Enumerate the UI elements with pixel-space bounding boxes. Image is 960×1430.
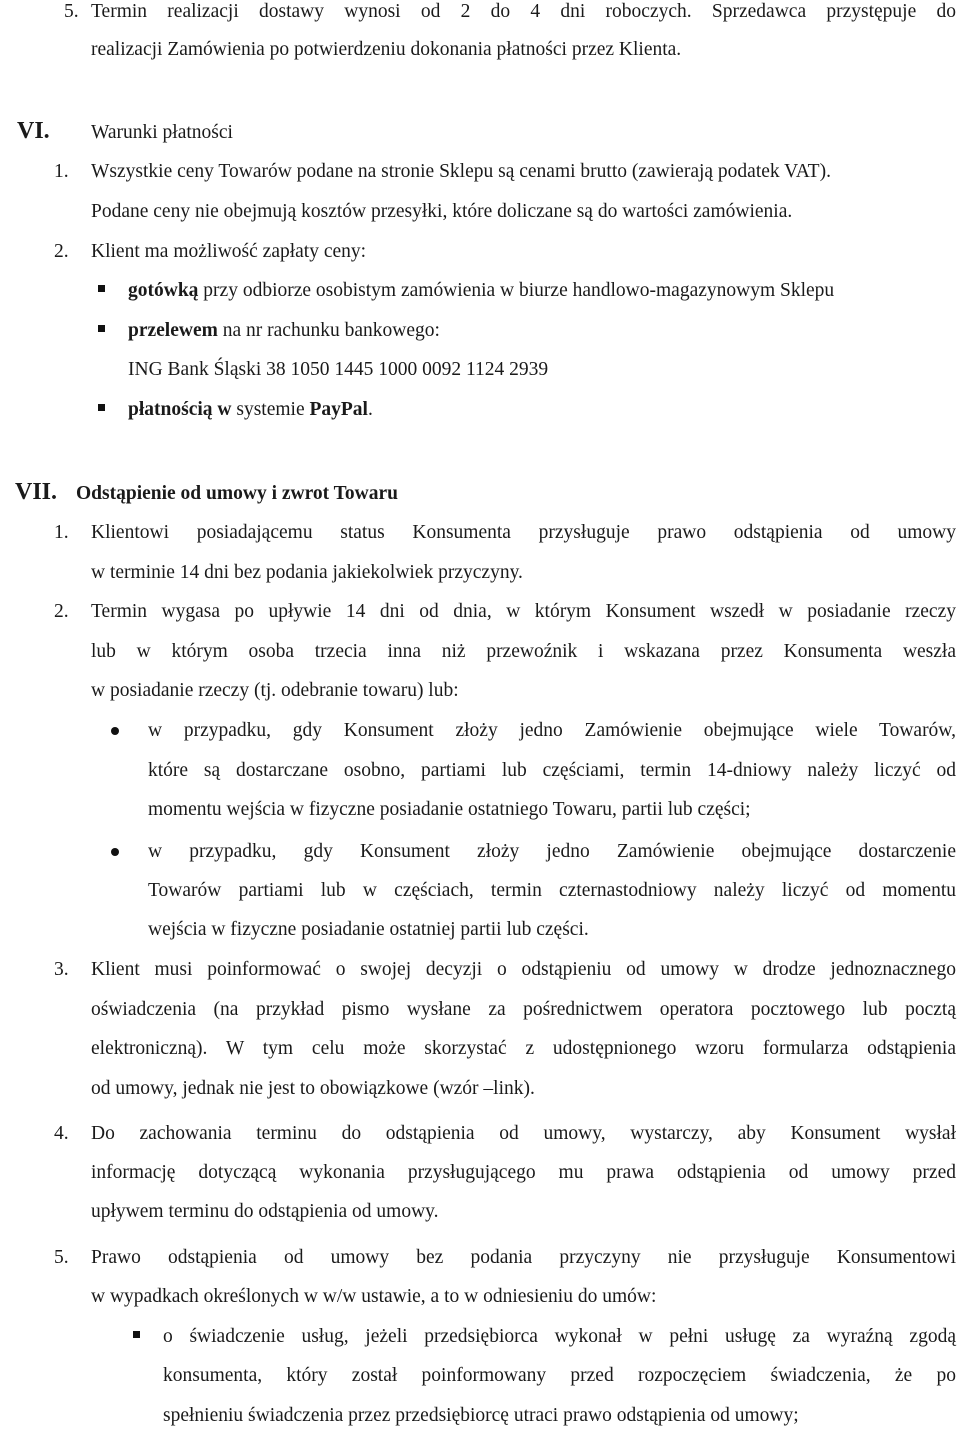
- paragraph-line: oświadczenia (na przykład pismo wysłane za pośrednictwem operatora pocztowego lub pocztą: [91, 999, 956, 1020]
- square-bullet-icon: [133, 1331, 140, 1338]
- list-number: 3.: [54, 959, 69, 980]
- bank-account: ING Bank Śląski 38 1050 1445 1000 0092 1124 2939: [128, 359, 549, 380]
- section-number: VI.: [17, 118, 50, 144]
- paragraph-line: Do zachowania terminu do odstąpienia od umowy, wystarczy, aby Konsument wysłał: [91, 1123, 956, 1144]
- square-bullet-icon: [98, 285, 105, 292]
- paragraph-line: wejścia w fizyczne posiadanie ostatniej partii lub części.: [148, 919, 589, 940]
- paragraph-line: w terminie 14 dni bez podania jakiekolwiek przyczyny.: [91, 562, 523, 583]
- paragraph-line: lub w którym osoba trzecia inna niż przewoźnik i wskazana przez Konsumenta weszła: [91, 641, 956, 662]
- paragraph-line: Termin wygasa po upływie 14 dni od dnia, w którym Konsument wszedł w posiadanie rzeczy: [91, 601, 956, 622]
- paragraph-line: Klientowi posiadającemu status Konsumenta przysługuje prawo odstąpienia od umowy: [91, 522, 956, 543]
- list-number: 5.: [54, 1247, 69, 1268]
- paragraph-line: w przypadku, gdy Konsument złoży jedno Zamówienie obejmujące wiele Towarów,: [148, 720, 956, 741]
- paragraph-line: informację dotyczącą wykonania przysługującego mu prawa odstąpienia od umowy przed: [91, 1162, 956, 1183]
- paragraph-line: w wypadkach określonych w w/w ustawie, a to w odniesieniu do umów:: [91, 1286, 657, 1307]
- paragraph-line: momentu wejścia w fizyczne posiadanie ostatniego Towaru, partii lub części;: [148, 799, 751, 820]
- paragraph-line: od umowy, jednak nie jest to obowiązkowe (wzór –link).: [91, 1078, 535, 1099]
- paragraph-line: Wszystkie ceny Towarów podane na stronie Sklepu są cenami brutto (zawierają podatek VAT).: [91, 161, 831, 182]
- list-number: 2.: [54, 241, 69, 262]
- list-number: 5.: [64, 1, 79, 22]
- paragraph-line: realizacji Zamówienia po potwierdzeniu dokonania płatności przez Klienta.: [91, 39, 682, 60]
- section-title: Warunki płatności: [91, 122, 233, 143]
- paragraph-line: Termin realizacji dostawy wynosi od 2 do 4 dni roboczych. Sprzedawca przystępuje do: [91, 1, 956, 22]
- paragraph-line: upływem terminu do odstąpienia od umowy.: [91, 1201, 439, 1222]
- list-number: 2.: [54, 601, 69, 622]
- paragraph-line: konsumenta, który został poinformowany przed rozpoczęciem świadczenia, że po: [163, 1365, 956, 1386]
- paragraph-line: Klient ma możliwość zapłaty ceny:: [91, 241, 367, 262]
- payment-option-transfer: przelewem na nr rachunku bankowego:: [128, 320, 440, 341]
- square-bullet-icon: [98, 325, 105, 332]
- paragraph-line: elektroniczną). W tym celu może skorzystać z udostępnionego wzoru formularza odstąpienia: [91, 1038, 956, 1059]
- paragraph-line: Klient musi poinformować o swojej decyzji o odstąpieniu od umowy w drodze jednoznacznego: [91, 959, 956, 980]
- paragraph-line: spełnieniu świadczenia przez przedsiębiorcę utraci prawo odstąpienia od umowy;: [163, 1405, 799, 1426]
- paragraph-line: o świadczenie usług, jeżeli przedsiębiorca wykonał w pełni usługę za wyraźną zgodą: [163, 1326, 956, 1347]
- paragraph-line: w przypadku, gdy Konsument złoży jedno Zamówienie obejmujące dostarczenie: [148, 841, 956, 862]
- section-title: Odstąpienie od umowy i zwrot Towaru: [76, 483, 398, 504]
- paragraph-line: Prawo odstąpienia od umowy bez podania przyczyny nie przysługuje Konsumentowi: [91, 1247, 956, 1268]
- square-bullet-icon: [98, 404, 105, 411]
- list-number: 1.: [54, 161, 69, 182]
- section-number: VII.: [15, 479, 58, 505]
- payment-option-cash: gotówką przy odbiorze osobistym zamówienia w biurze handlowo-magazynowym Sklepu: [128, 280, 835, 301]
- round-bullet-icon: [111, 727, 119, 735]
- paragraph-line: które są dostarczane osobno, partiami lub częściami, termin 14-dniowy należy liczyć od: [148, 760, 956, 781]
- list-number: 1.: [54, 522, 69, 543]
- paragraph-line: Towarów partiami lub w częściach, termin czternastodniowy należy liczyć od momentu: [148, 880, 956, 901]
- paragraph-line: Podane ceny nie obejmują kosztów przesyłki, które doliczane są do wartości zamówienia.: [91, 201, 793, 222]
- round-bullet-icon: [111, 848, 119, 856]
- payment-option-paypal: płatnością w systemie PayPal.: [128, 399, 373, 420]
- list-number: 4.: [54, 1123, 69, 1144]
- paragraph-line: w posiadanie rzeczy (tj. odebranie towaru) lub:: [91, 680, 459, 701]
